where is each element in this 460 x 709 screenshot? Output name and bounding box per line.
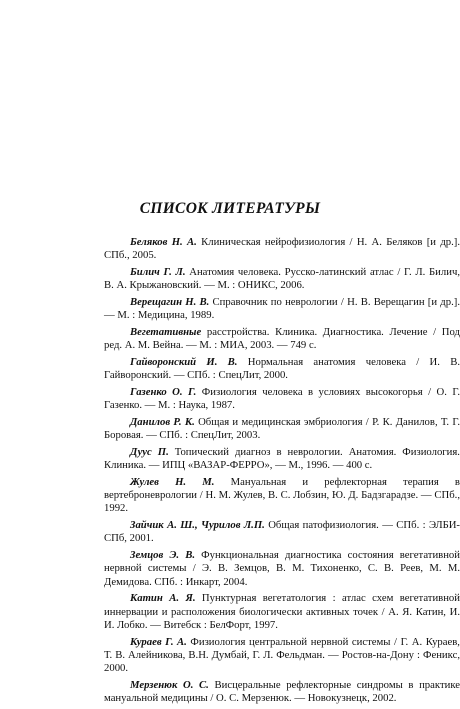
reference-author: Дуус П. (130, 446, 169, 458)
reference-item (104, 236, 460, 262)
reference-author: Мерзенюк О. С. (130, 678, 209, 691)
reference-author: Зайчик А. Ш., Чурилов Л.П. (130, 519, 265, 532)
reference-author: Гайворонский И. В. (130, 356, 238, 368)
reference-author: Газенко О. Г. (130, 386, 197, 398)
reference-author: Вегетативные (130, 326, 202, 338)
reference-text: Функциональная диагностика состояния вегетативной нервной системы / Э. В. Земцов, В. М. Тихоненко, С. В. Реев, М. М. Демидова. СПб. : Инкарт, 2004. (104, 549, 460, 588)
reference-text: Общая и медицинская эмбриология / Р. К. Данилов, Т. Г. Боровая. — СПб. : СпецЛит, 2003. (104, 416, 460, 442)
reference-item (104, 446, 460, 472)
reference-text: Висцеральные рефлекторные синдромы в практике мануальной медицины / О. С. Мерзенюк. — Новокузнецк, 2002. (104, 678, 460, 705)
reference-item (104, 296, 460, 322)
reference-author: Жулев Н. М. (130, 476, 215, 488)
reference-text: Анатомия человека. Русско-латинский атлас / Г. Л. Билич, В. А. Крыжановский. — М. : ОНИКС, 2006. (104, 266, 460, 292)
reference-text: Физиология человека в условиях высокогорья / О. Г. Газенко. — М. : Наука, 1987. (104, 386, 460, 412)
reference-item (104, 416, 460, 442)
reference-text: расстройства. Клиника. Диагностика. Лечение / Под ред. А. М. Вейна. — М. : МИА, 2003. — 749 с. (104, 326, 460, 352)
reference-item (104, 636, 460, 676)
reference-author: Билич Г. Л. (130, 266, 186, 278)
reference-author: Катин А. Я. (130, 592, 196, 605)
reference-text: Физиология центральной нервной системы / Г. А. Кураев, Т. В. Алейникова, В.Н. Думбай, Г. Л. Фельдман. — Ростов-на-Дону : Феникс, 2000. (104, 635, 460, 675)
reference-text: Топический диагноз в неврологии. Анатомия. Физиология. Клиника. — ИПЦ «ВАЗАР-ФЕРРО», — М., 1996. — 400 с. (104, 446, 460, 472)
reference-text: Справочник по неврологии / Н. В. Верещагин [и др.]. — М. : Медицина, 1989. (104, 296, 460, 322)
reference-item (104, 679, 460, 705)
reference-text: Пунктурная вегетатология : атлас схем вегетативной иннервации и расположения биологически активных точек / А. Я. Катин, И. И. Лобко. — Витебск : БелФорт, 1997. (104, 592, 460, 631)
reference-item (104, 549, 460, 589)
reference-item (104, 326, 460, 352)
reference-author: Беляков Н. А. (130, 236, 197, 248)
reference-item (104, 519, 460, 545)
reference-author: Кураев Г. А. (130, 635, 187, 648)
reference-item (104, 356, 460, 382)
reference-author: Данилов Р. К. (130, 416, 195, 428)
reference-list (104, 236, 460, 709)
reference-author: Верещагин Н. В. (130, 296, 210, 308)
reference-text: Общая патофизиология. — СПб. : ЭЛБИ-СПб, 2001. (104, 519, 460, 545)
reference-item (104, 266, 460, 292)
reference-text: Клиническая нейрофизиология / Н. А. Беляков [и др.]. СПб., 2005. (104, 236, 460, 262)
reference-text: Мануальная и рефлекторная терапия в вертеброневрологии / Н. М. Жулев, В. С. Лобзин, Ю. Д. Бадзгарадзе. — СПб., 1992. (104, 476, 460, 515)
reference-item (104, 476, 460, 516)
reference-author: Земцов Э. В. (130, 549, 196, 562)
reference-item (104, 592, 460, 632)
reference-item (104, 386, 460, 412)
page-title: СПИСОК ЛИТЕРАТУРЫ (139, 200, 321, 217)
reference-text: Нормальная анатомия человека / И. В. Гайворонский. — СПб. : СпецЛит, 2000. (104, 356, 460, 382)
